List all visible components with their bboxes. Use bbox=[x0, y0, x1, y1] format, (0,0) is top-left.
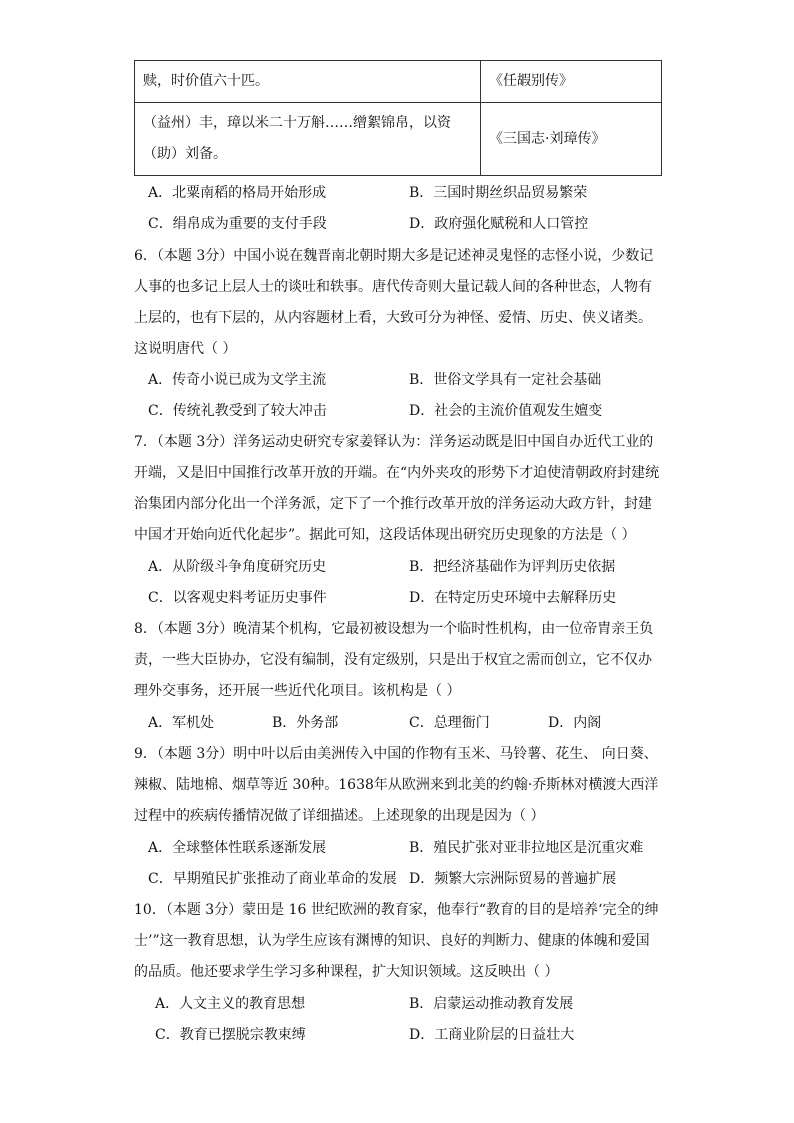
q7-option-b[interactable]: B．把经济基础作为评判历史依据 bbox=[409, 559, 616, 575]
q8-option-d[interactable]: D．内阁 bbox=[548, 715, 602, 731]
question-stem-line: 辣椒、陆地棉、烟草等近 30种。1638年从欧洲来到北美的约翰·乔斯林对横渡大西洋 bbox=[134, 777, 659, 793]
question-stem-line: 上层的，也有下层的，从内容题材上看，大致可分为神怪、爱情、历史、侠义诸类。 bbox=[134, 310, 652, 326]
question-stem-line: 开端，又是旧中国推行改革开放的开端。在“内外夹攻的形势下才迫使清朝政府封建统 bbox=[134, 465, 660, 481]
table-cell-text bbox=[135, 61, 481, 103]
cell-line: 赎，时价值六十匹。 bbox=[143, 73, 269, 89]
question-stem-line: 中国才开始向近代化起步”。据此可知，这段话体现出研究历史现象的方法是（ ） bbox=[134, 527, 636, 543]
question-stem-line: 7．（本题 3分）洋务运动史研究专家姜铎认为：洋务运动既是旧中国自办近代工业的 bbox=[134, 434, 654, 450]
question-stem-line: 6．（本题 3分）中国小说在魏晋南北朝时期大多是记述神灵鬼怪的志怪小说，少数记 bbox=[134, 248, 654, 264]
q10-option-a[interactable]: A．人文主义的教育思想 bbox=[155, 996, 306, 1012]
q7-option-a[interactable]: A．从阶级斗争角度研究历史 bbox=[148, 559, 327, 575]
question-stem-line: 人事的也多记上层人士的谈吐和轶事。唐代传奇则大量记载人间的各种世态，人物有 bbox=[134, 279, 652, 295]
question-stem-line: 8．（本题 3分）晚清某个机构，它最初被设想为一个临时性机构，由一位帝胄亲王负 bbox=[134, 621, 654, 637]
question-stem-line: 10．（本题 3分）蒙田是 16 世纪欧洲的教育家，他奉行“教育的目的是培养‘完全的绅 bbox=[134, 902, 659, 918]
q6-option-b[interactable]: B．世俗文学具有一定社会基础 bbox=[409, 372, 602, 388]
question-stem-line: 理外交事务，还开展一些近代化项目。该机构是（ ） bbox=[134, 683, 461, 699]
question-stem-line: 的品质。他还要求学生学习多种课程，扩大知识领域。这反映出（ ） bbox=[134, 964, 559, 980]
q8-option-c[interactable]: C．总理衙门 bbox=[409, 715, 490, 731]
table-cell-source: 《三国志·刘璋传》 bbox=[481, 103, 662, 176]
q10-option-d[interactable]: D．工商业阶层的日益壮大 bbox=[409, 1027, 575, 1043]
q6-option-d[interactable]: D．社会的主流价值观发生嬗变 bbox=[409, 403, 603, 419]
question-stem-line: 责，一些大臣协办，它没有编制，没有定级别，只是出于权宜之需而创立，它不仅办 bbox=[134, 652, 652, 668]
question-stem-line: 9．（本题 3分）明中叶以后由美洲传入中国的作物有玉米、马铃薯、花生、 向日葵、 bbox=[134, 746, 658, 762]
q8-option-a[interactable]: A．军机处 bbox=[148, 715, 215, 731]
q6-option-c[interactable]: C．传统礼教受到了较大冲击 bbox=[148, 403, 327, 419]
q9-option-d[interactable]: D．频繁大宗洲际贸易的普遍扩展 bbox=[409, 871, 617, 887]
q9-option-c[interactable]: C．早期殖民扩张推动了商业革命的发展 bbox=[148, 871, 397, 887]
question-stem-line: 治集团内部分化出一个洋务派，定下了一个推行改革开放的洋务运动大政方针，封建 bbox=[134, 496, 652, 512]
q10-option-b[interactable]: B．启蒙运动推动教育发展 bbox=[409, 996, 574, 1012]
cell-line: （益州）丰，璋以米二十万斛……缯絮锦帛，以资 bbox=[143, 115, 451, 131]
table-row bbox=[135, 103, 662, 176]
cell-line: （助）刘备。 bbox=[143, 146, 227, 162]
table-row bbox=[135, 61, 662, 103]
q8-option-b[interactable]: B．外务部 bbox=[272, 715, 339, 731]
q10-option-c[interactable]: C．教育已摆脱宗教束缚 bbox=[155, 1027, 306, 1043]
q6-option-a[interactable]: A．传奇小说已成为文学主流 bbox=[148, 372, 327, 388]
q7-option-c[interactable]: C．以客观史料考证历史事件 bbox=[148, 590, 327, 606]
q5-option-c[interactable]: C．绢帛成为重要的支付手段 bbox=[148, 216, 327, 232]
question-stem-line: 这说明唐代（ ） bbox=[134, 341, 237, 357]
q5-option-d[interactable]: D．政府强化赋税和人口管控 bbox=[409, 216, 589, 232]
question-stem-line: 士’”这一教育思想，认为学生应该有渊博的知识、良好的判断力、健康的体魄和爱国 bbox=[134, 933, 650, 949]
table-cell-text bbox=[135, 103, 481, 176]
q9-option-b[interactable]: B．殖民扩张对亚非拉地区是沉重灾难 bbox=[409, 840, 644, 856]
q5-option-a[interactable]: A．北粟南稻的格局开始形成 bbox=[148, 185, 327, 201]
source-table bbox=[134, 60, 662, 176]
q9-option-a[interactable]: A．全球整体性联系逐渐发展 bbox=[148, 840, 327, 856]
q5-option-b[interactable]: B．三国时期丝织品贸易繁荣 bbox=[409, 185, 588, 201]
q7-option-d[interactable]: D．在特定历史环境中去解释历史 bbox=[409, 590, 617, 606]
table-cell-source: 《任嘏别传》 bbox=[481, 61, 662, 103]
question-stem-line: 过程中的疾病传播情况做了详细描述。上述现象的出现是因为（ ） bbox=[134, 808, 545, 824]
